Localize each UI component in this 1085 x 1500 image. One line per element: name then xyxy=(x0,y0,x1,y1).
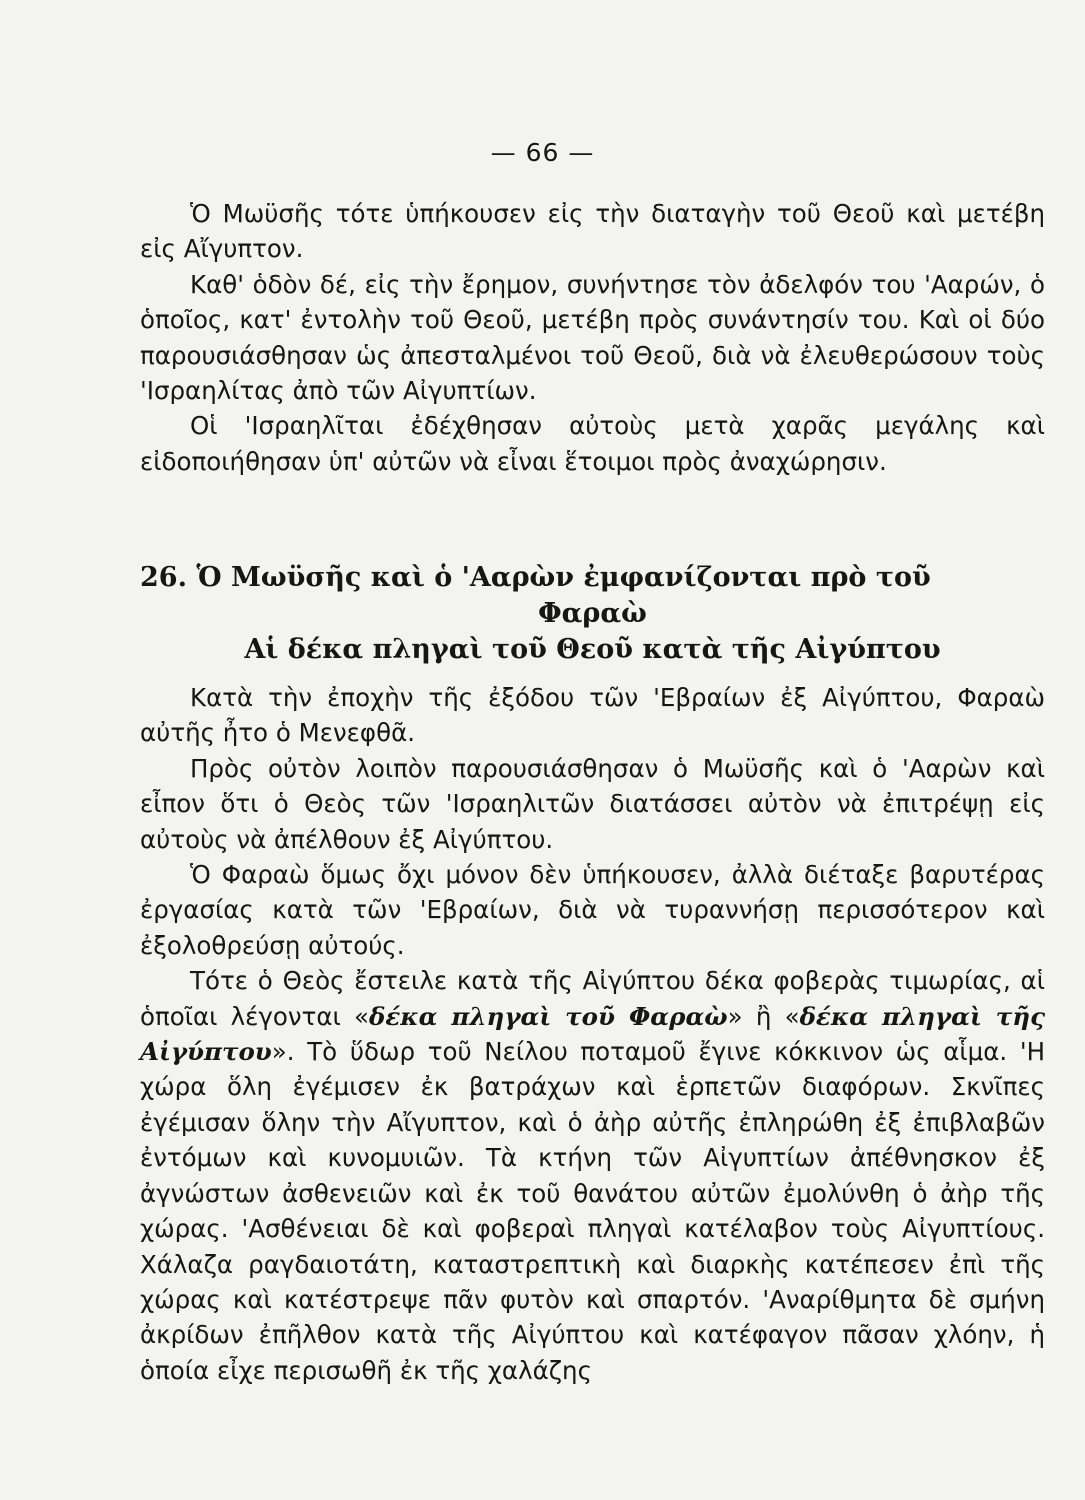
emphasis-plagues-of-pharaoh: δέκα πληγαὶ τοῦ Φαραὼ xyxy=(369,1001,728,1031)
section-2-text xyxy=(140,680,1045,1388)
paragraph-6: Ὁ Φαραὼ ὅμως ὄχι μόνον δὲν ὑπήκουσεν, ἀλλὰ διέταξε βαρυτέρας ἐργασίας κατὰ τῶν 'Εβραίων, διὰ νὰ τυραννήσῃ περισσότερον καὶ ἐξολοθρεύσῃ αὐτούς. xyxy=(140,860,1045,960)
section-1-text xyxy=(140,196,1045,479)
paragraph-7 xyxy=(140,963,1045,1388)
chapter-subheading: Αἱ δέκα πληγαὶ τοῦ Θεοῦ κατὰ τῆς Αἰγύπτου xyxy=(244,634,941,665)
chapter-heading-line-2: Φαραὼ xyxy=(538,598,647,629)
paragraph-7-part-a: Τότε ὁ Θεὸς ἔστειλε κατὰ τῆς Αἰγύπτου δέκα φοβερὰς τιμωρίας, αἱ ὁποῖαι λέγονται « xyxy=(140,966,1045,1031)
paragraph-5: Πρὸς οὐτὸν λοιπὸν παρουσιάσθησαν ὁ Μωϋσῆς καὶ ὁ 'Ααρὼν καὶ εἶπον ὅτι ὁ Θεὸς τῶν 'Ισραηλιτῶν διατάσσει αὐτὸν νὰ ἐπιτρέψῃ εἰς αὐτοὺς νὰ ἀπέλθουν ἐξ Αἰγύπτου. xyxy=(140,753,1045,854)
emphasis-plagues-of-egypt: δέκα πληγαὶ τῆς Αἰγύπτου xyxy=(140,1001,1045,1067)
paragraph-7-part-c: ». Τὸ ὕδωρ τοῦ Νείλου ποταμοῦ ἔγινε κόκκινον ὡς αἷμα. 'Η χώρα ὅλη ἐγέμισεν ἐκ βατράχων καὶ ἑρπετῶν διαφόρων. Σκνῖπες ἐγέμισαν ὅλην τὴν Αἴγυπτον, καὶ ὁ ἀὴρ αὐτῆς ἐπληρώθη ἐξ ἐπιβλαβῶν ἐντόμων καὶ κυνομυιῶν. Τὰ κτήνη τῶν Αἰγυπτίων ἀπέθνησκον ἐξ ἀγνώστων ἀσθενειῶν καὶ ἐκ τοῦ θανάτου αὐτῶν ἐμολύνθη ὁ ἀὴρ τῆς χώρας. 'Ασθένειαι δὲ καὶ φοβεραὶ πληγαὶ κατέλαβον τοὺς Αἰγυπτίους. Χάλαζα ραγδαιοτάτη, καταστρεπτικὴ καὶ διαρκὴς κατέπεσεν ἐπὶ τῆς χώρας καὶ κατέστρεψε πᾶν φυτὸν καὶ σπαρτόν. 'Αναρίθμητα δὲ σμήνη ἀκρίδων ἐπῆλθον κατὰ τῆς Αἰγύπτου καὶ κατέφαγον πᾶσαν χλόην, ἡ ὁποία εἶχε περισωθῆ ἐκ τῆς χαλάζης xyxy=(140,1037,1045,1385)
paragraph-2: Καθ' ὁδὸν δέ, εἰς τὴν ἔρημον, συνήντησε τὸν ἀδελφόν του 'Ααρών, ὁ ὁποῖος, κατ' ἐντολὴν τοῦ Θεοῦ, μετέβη πρὸς συνάντησίν του. Καὶ οἱ δύο παρουσιάσθησαν ὡς ἀπεσταλμένοι τοῦ Θεοῦ, διὰ νὰ ἐλευθερώσουν τοὺς 'Ισραηλίτας ἀπὸ τῶν Αἰγυπτίων. xyxy=(140,269,1045,406)
paragraph-3: Οἱ 'Ισραηλῖται ἐδέχθησαν αὐτοὺς μετὰ χαρᾶς μεγάλης καὶ εἰδοποιήθησαν ὑπ' αὐτῶν νὰ εἶναι ἕτοιμοι πρὸς ἀναχώρησιν. xyxy=(140,411,1045,476)
paragraph-1: Ὁ Μωϋσῆς τότε ὑπήκουσεν εἰς τὴν διαταγὴν τοῦ Θεοῦ καὶ μετέβη εἰς Αἴγυπτον. xyxy=(140,199,1045,264)
paragraph-4: Κατὰ τὴν ἐποχὴν τῆς ἐξόδου τῶν 'Εβραίων ἐξ Αἰγύπτου, Φαραὼ αὐτῆς ἦτο ὁ Μενεφθᾶ. xyxy=(140,683,1045,748)
chapter-heading-line-1: 26. Ὁ Μωϋσῆς καὶ ὁ 'Ααρὼν ἐμφανίζονται πρὸ τοῦ xyxy=(140,562,931,593)
page-number: — 66 — xyxy=(490,138,595,167)
paragraph-7-part-b: » ἢ « xyxy=(727,1001,800,1031)
